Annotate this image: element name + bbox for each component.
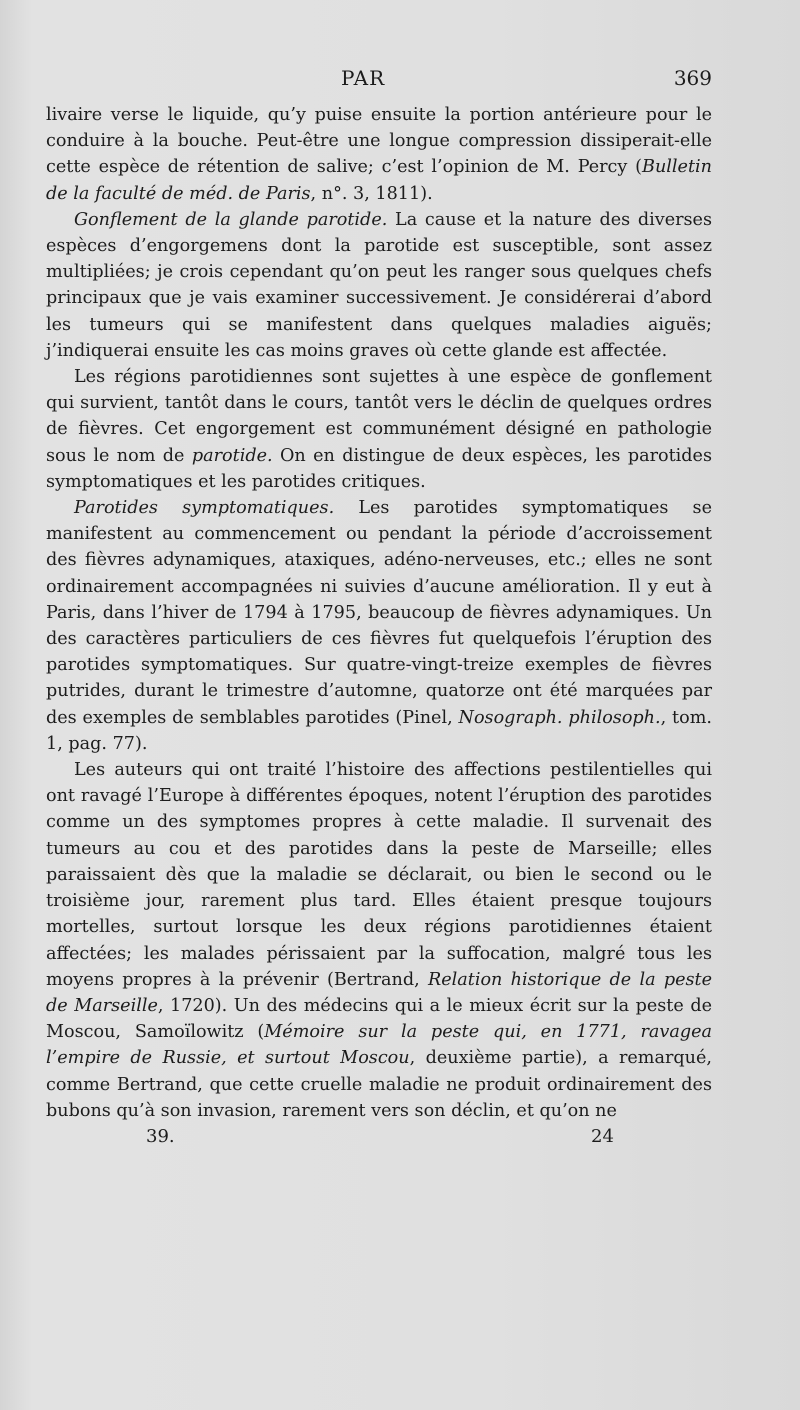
page-footer bbox=[46, 1126, 712, 1156]
paragraph bbox=[46, 364, 712, 495]
italic-text: Gonflement de la glande parotide. bbox=[74, 209, 388, 230]
text-run: Les auteurs qui ont traité l’histoire des affections pestilentielles qui ont ravagé l’Europe à différentes époques, notent l’éruption des parotides comme un des symptomes propres à cette maladie. Il survenait des tumeurs au cou et des parotides dans la peste de Marseille; elles paraissaient dès que la maladie se déclarait, ou bien le second ou le troisième jour, rarement plus tard. Elles étaient presque toujours mortelles, surtout lorsque les deux régions parotidiennes étaient affectées; les malades périssaient par la suffocation, malgré tous les moyens propres à la prévenir (Bertrand, bbox=[46, 760, 712, 990]
text-run: livaire verse le liquide, qu’y puise ensuite la portion antérieure pour le conduire à la bouche. Peut-être une longue compression dissiperait-elle cette espèce de rétention de salive; c’est l’opinion de M. Percy ( bbox=[46, 105, 712, 178]
text-run: , deuxième partie), a remarqué, comme Bertrand, que cette cruelle maladie ne produit ordinairement des bubons qu’à son invasion, rarement vers son déclin, et qu’on ne bbox=[46, 1048, 712, 1121]
paragraph bbox=[46, 495, 712, 757]
text-run: , n°. 3, 1811). bbox=[310, 183, 433, 204]
text-run: Les parotides symptomatiques se manifestent au commencement ou pendant la période d’accroissement des fièvres adynamiques, ataxiques, adéno-nerveuses, etc.; elles ne sont ordinairement accompagnées ni suivies d’aucune amélioration. Il y eut à Paris, dans l’hiver de 1794 à 1795, beaucoup de fièvres adynamiques. Un des caractères particuliers de ces fièvres fut quelquefois l’éruption des parotides symptomatiques. Sur quatre-vingt-treize exemples de fièvres putrides, durant le trimestre d’automne, quatorze ont été marquées par des exemples de semblables parotides (Pinel, bbox=[46, 498, 712, 728]
italic-text: Parotides symptomatiques. bbox=[74, 498, 335, 519]
text-run: On en distingue de deux espèces, les parotides symptomatiques et les parotides critiques. bbox=[46, 445, 712, 492]
text-run: La cause et la nature des diverses espèces d’engorgemens dont la parotide est susceptible, sont assez multipliées; je crois cependant qu’on peut les ranger sous quelques chefs principaux que je vais examiner successivement. Je considérerai d’abord les tumeurs qui se manifestent dans quelques maladies aiguës; j’indiquerai ensuite les cas moins graves où cette glande est affectée. bbox=[46, 209, 712, 361]
paragraph bbox=[46, 757, 712, 1124]
page-number: 369 bbox=[673, 66, 712, 90]
text-run: , 1720). Un des médecins qui a le mieux écrit sur la peste de Moscou, Samoïlowitz ( bbox=[46, 995, 713, 1043]
paragraph bbox=[46, 207, 712, 364]
italic-text: Bulletin de la faculté de méd. de Paris bbox=[46, 157, 712, 204]
italic-text: parotide. bbox=[191, 445, 273, 466]
running-title: PAR bbox=[341, 66, 386, 90]
italic-text: Relation historique de la peste de Marseille bbox=[46, 969, 712, 1016]
body-text bbox=[46, 102, 712, 1124]
italic-text: Nosograph. philosoph. bbox=[458, 707, 661, 728]
signature-mark-left: 39. bbox=[146, 1125, 175, 1147]
paragraph bbox=[46, 102, 712, 207]
signature-mark-right: 24 bbox=[591, 1125, 614, 1147]
text-run: Les régions parotidiennes sont sujettes à une espèce de gonflement qui survient, tantôt dans le cours, tantôt vers le déclin de quelques ordres de fièvres. Cet engorgement est communément désigné en pathologie sous le nom de bbox=[46, 367, 712, 466]
text-run: , tom. 1, pag. 77). bbox=[46, 707, 712, 754]
italic-text: Mémoire sur la peste qui, en 1771, ravagea l’empire de Russie, et surtout Moscou bbox=[46, 1022, 712, 1069]
running-header bbox=[46, 62, 712, 102]
